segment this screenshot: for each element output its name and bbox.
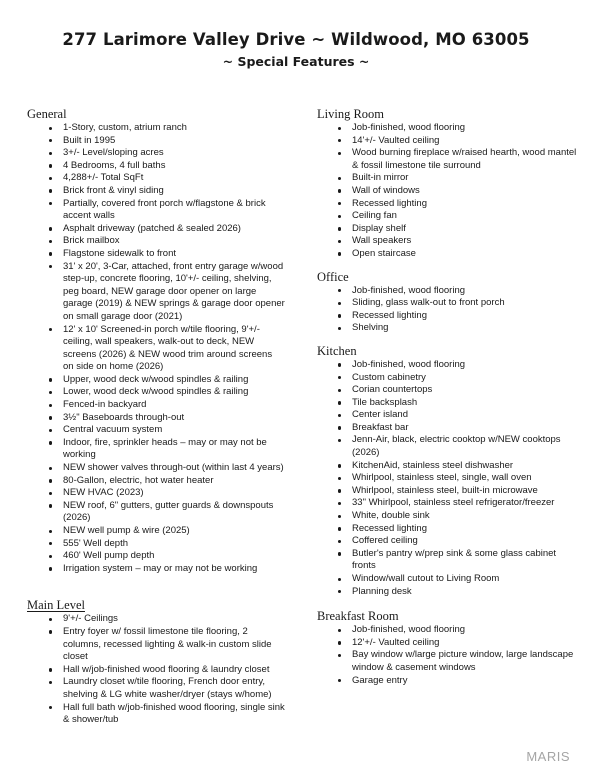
feature-list (27, 613, 285, 726)
list-item: Laundry closet w/tile flooring, French door entry, shelving & LG white washer/dryer (stays w/home) (27, 676, 285, 701)
right-column (317, 107, 579, 687)
section-breakfast-room (317, 609, 579, 687)
list-item: NEW roof, 6" gutters, gutter guards & downspouts (2026) (27, 500, 285, 525)
list-item: Job-finished, wood flooring (317, 285, 579, 298)
list-item: Partially, covered front porch w/flagstone & brick accent walls (27, 198, 285, 223)
list-item: Display shelf (317, 223, 579, 236)
list-item: Hall w/job-finished wood flooring & laundry closet (27, 664, 285, 677)
document-title: 277 Larimore Valley Drive ~ Wildwood, MO 63005 (62, 30, 530, 49)
list-item: 555' Well depth (27, 538, 285, 551)
list-item: Flagstone sidewalk to front (27, 248, 285, 261)
list-item: Coffered ceiling (317, 535, 579, 548)
list-item: Corian countertops (317, 384, 579, 397)
list-item: 12' x 10' Screened-in porch w/tile flooring, 9'+/- ceiling, wall speakers, walk-out to deck, NEW screens (2026) & NEW wood trim around screens on side on home (2026) (27, 324, 285, 374)
list-item: Shelving (317, 322, 579, 335)
list-item: Window/wall cutout to Living Room (317, 573, 579, 586)
list-item: Built in 1995 (27, 135, 285, 148)
list-item: Indoor, fire, sprinkler heads – may or may not be working (27, 437, 285, 462)
list-item: NEW well pump & wire (2025) (27, 525, 285, 538)
list-item: Central vacuum system (27, 424, 285, 437)
feature-list (27, 122, 285, 575)
section-heading: Office (317, 269, 349, 284)
section-main-level (27, 598, 285, 726)
section-kitchen (317, 344, 579, 598)
list-item: Tile backsplash (317, 397, 579, 410)
list-item: White, double sink (317, 510, 579, 523)
section-heading: General (27, 107, 67, 121)
list-item: Upper, wood deck w/wood spindles & railing (27, 374, 285, 387)
list-item: Wood burning fireplace w/raised hearth, wood mantel & fossil limestone tile surround (317, 147, 579, 172)
list-item: Planning desk (317, 586, 579, 599)
list-item: 3+/- Level/sloping acres (27, 147, 285, 160)
feature-list (317, 359, 579, 598)
list-item: Recessed lighting (317, 523, 579, 536)
left-column (27, 107, 285, 727)
list-item: Hall full bath w/job-finished wood flooring, single sink & shower/tub (27, 702, 285, 727)
list-item: Job-finished, wood flooring (317, 122, 579, 135)
list-item: Fenced-in backyard (27, 399, 285, 412)
list-item: 33" Whirlpool, stainless steel refrigerator/freezer (317, 497, 579, 510)
list-item: Irrigation system – may or may not be working (27, 563, 285, 576)
list-item: KitchenAid, stainless steel dishwasher (317, 460, 579, 473)
list-item: 1-Story, custom, atrium ranch (27, 122, 285, 135)
list-item: Garage entry (317, 675, 579, 688)
list-item: 14'+/- Vaulted ceiling (317, 135, 579, 148)
list-item: Bay window w/large picture window, large landscape window & casement windows (317, 649, 579, 674)
list-item: 31' x 20', 3-Car, attached, front entry garage w/wood step-up, concrete flooring, 10'+/- ceiling, shelving, peg board, NEW garage door opener on large garage (2019) & NEW springs & garage door opener on small garage door (2021) (27, 261, 285, 324)
list-item: Sliding, glass walk-out to front porch (317, 297, 579, 310)
section-heading: Living Room (317, 107, 385, 121)
list-item: 4 Bedrooms, 4 full baths (27, 160, 285, 173)
list-item: Open staircase (317, 248, 579, 261)
list-item: Butler's pantry w/prep sink & some glass cabinet fronts (317, 548, 579, 573)
list-item: Ceiling fan (317, 210, 579, 223)
section-heading: Main Level (27, 598, 85, 613)
list-item: Lower, wood deck w/wood spindles & railing (27, 386, 285, 399)
list-item: Custom cabinetry (317, 372, 579, 385)
list-item: Asphalt driveway (patched & sealed 2026) (27, 223, 285, 236)
document-subtitle: ~ Special Features ~ (222, 54, 370, 69)
list-item: Entry foyer w/ fossil limestone tile flooring, 2 columns, recessed lighting & walk-in custom slide closet (27, 626, 285, 664)
list-item: Wall of windows (317, 185, 579, 198)
list-item: Center island (317, 409, 579, 422)
list-item: Job-finished, wood flooring (317, 624, 579, 637)
list-item: NEW shower valves through-out (within last 4 years) (27, 462, 285, 475)
list-item: 9'+/- Ceilings (27, 613, 285, 626)
list-item: 80-Gallon, electric, hot water heater (27, 475, 285, 488)
section-heading: Kitchen (317, 343, 357, 358)
list-item: Jenn-Air, black, electric cooktop w/NEW cooktops (2026) (317, 434, 579, 459)
list-item: Brick front & vinyl siding (27, 185, 285, 198)
section-office (317, 270, 579, 335)
list-item: Whirlpool, stainless steel, single, wall oven (317, 472, 579, 485)
feature-list (317, 624, 579, 687)
section-living-room (317, 107, 579, 261)
list-item: 460' Well pump depth (27, 550, 285, 563)
list-item: NEW HVAC (2023) (27, 487, 285, 500)
list-item: 4,288+/- Total SqFt (27, 172, 285, 185)
watermark-logo: MARIS (526, 749, 570, 764)
list-item: Wall speakers (317, 235, 579, 248)
list-item: Whirlpool, stainless steel, built-in microwave (317, 485, 579, 498)
section-heading: Breakfast Room (317, 609, 399, 624)
feature-list (317, 122, 579, 261)
list-item: 3½" Baseboards through-out (27, 412, 285, 425)
list-item: Recessed lighting (317, 198, 579, 211)
feature-list (317, 285, 579, 335)
list-item: 12'+/- Vaulted ceiling (317, 637, 579, 650)
list-item: Built-in mirror (317, 172, 579, 185)
list-item: Breakfast bar (317, 422, 579, 435)
list-item: Recessed lighting (317, 310, 579, 323)
list-item: Job-finished, wood flooring (317, 359, 579, 372)
list-item: Brick mailbox (27, 235, 285, 248)
section-general (27, 107, 285, 575)
